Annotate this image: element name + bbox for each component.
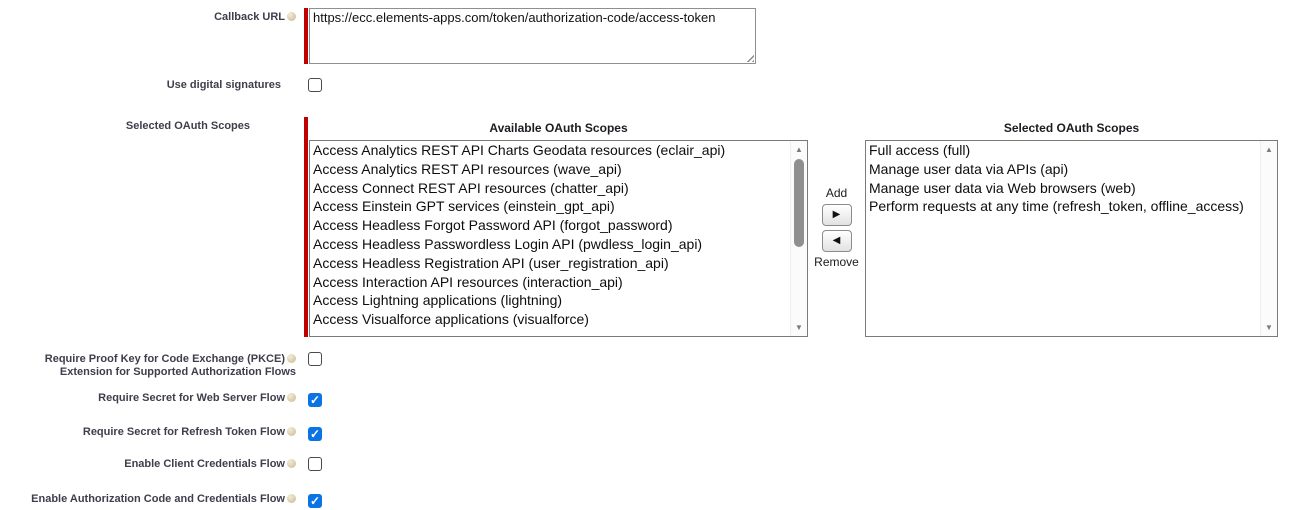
available-scopes-column (309, 117, 808, 337)
add-remove-column (808, 117, 865, 337)
oauth-settings-form (0, 8, 1292, 508)
arrow-left-icon: ◀ (832, 235, 841, 246)
digital-signatures-row (0, 76, 1292, 97)
auth-code-credentials-flow-row (0, 490, 1292, 510)
refresh-token-flow-field (296, 423, 322, 443)
callback-url-input[interactable] (309, 8, 756, 64)
web-server-flow-row (0, 389, 1292, 409)
oauth-scope-option[interactable]: Perform requests at any time (refresh_token, offline_access) (869, 198, 1244, 215)
digital-signatures-checkbox[interactable] (308, 78, 322, 92)
digital-signatures-field (296, 76, 322, 97)
check-icon: ✓ (309, 427, 321, 441)
selected-scopes-column (865, 117, 1278, 337)
arrow-right-icon: ▶ (832, 209, 841, 220)
digital-signatures-label: Use digital signatures (166, 79, 281, 91)
oauth-scopes-duallist (309, 117, 1278, 337)
callback-url-label: Callback URL (0, 8, 296, 64)
add-label: Add (825, 186, 848, 200)
oauth-scope-option[interactable]: Access Headless Registration API (user_registration_api) (313, 254, 669, 271)
oauth-scope-option[interactable]: Access Analytics REST API Charts Geodata resources (eclair_api) (313, 142, 726, 158)
oauth-scope-option[interactable]: Access Interaction API resources (interaction_api) (313, 273, 623, 290)
refresh-token-flow-row (0, 423, 1292, 443)
scroll-up-icon[interactable]: ▲ (1265, 145, 1273, 154)
scroll-down-icon[interactable]: ▼ (795, 323, 803, 332)
client-credentials-flow-checkbox[interactable] (308, 457, 322, 471)
web-server-flow-checkbox[interactable] (308, 393, 322, 407)
auth-code-credentials-flow-field (296, 490, 322, 510)
scrollbar-thumb[interactable] (794, 159, 804, 247)
auth-code-credentials-flow-checkbox[interactable] (308, 494, 322, 508)
oauth-scopes-row (0, 117, 1292, 337)
web-server-flow-field (296, 389, 322, 409)
help-icon[interactable] (287, 494, 296, 503)
refresh-token-flow-checkbox[interactable] (308, 427, 322, 441)
oauth-scope-option[interactable]: Access Headless Passwordless Login API (pwdless_login_api) (313, 235, 703, 252)
oauth-scope-option[interactable]: Full access (full) (869, 142, 971, 158)
oauth-scope-option[interactable]: Access Visualforce applications (visualforce) (313, 311, 589, 328)
refresh-token-flow-label: Require Secret for Refresh Token Flow (0, 423, 296, 443)
oauth-scope-option[interactable]: Access Analytics REST API resources (wave_api) (313, 160, 622, 177)
available-scopes-header: Available OAuth Scopes (489, 121, 628, 135)
pkce-field (296, 350, 322, 379)
help-icon[interactable] (287, 354, 296, 363)
remove-scope-button[interactable] (822, 230, 852, 252)
client-credentials-flow-label: Enable Client Credentials Flow (0, 455, 296, 476)
scroll-down-icon[interactable]: ▼ (1265, 323, 1273, 332)
web-server-flow-label: Require Secret for Web Server Flow (0, 389, 296, 409)
pkce-row (0, 350, 1292, 379)
oauth-scope-option[interactable]: Access Einstein GPT services (einstein_gpt_api) (313, 198, 615, 215)
oauth-scope-option[interactable]: Access Headless Forgot Password API (forgot_password) (313, 217, 673, 234)
add-scope-button[interactable] (822, 204, 852, 226)
oauth-scope-option[interactable]: Access Lightning applications (lightning) (313, 292, 563, 309)
check-icon: ✓ (309, 494, 321, 508)
oauth-scope-option[interactable]: Manage user data via APIs (api) (869, 160, 1069, 177)
help-icon[interactable] (287, 459, 296, 468)
callback-url-field-wrap (309, 8, 756, 64)
check-icon: ✓ (309, 393, 321, 407)
auth-code-credentials-flow-label: Enable Authorization Code and Credentials Flow (0, 490, 296, 510)
help-icon[interactable] (287, 393, 296, 402)
help-icon[interactable] (287, 427, 296, 436)
remove-label: Remove (814, 255, 859, 269)
oauth-scope-option[interactable]: Manage user data via Web browsers (web) (869, 179, 1136, 196)
client-credentials-flow-field (296, 455, 322, 476)
oauth-scopes-label: Selected OAuth Scopes (125, 120, 250, 132)
callback-url-row (0, 8, 1292, 64)
available-scopes-listbox[interactable] (309, 140, 808, 337)
pkce-label: Require Proof Key for Code Exchange (PKCE) Extension for Supported Authorization Flows (44, 353, 296, 378)
pkce-checkbox[interactable] (308, 352, 322, 366)
required-field-bar (304, 117, 308, 337)
scrollbar[interactable] (790, 141, 807, 336)
help-icon[interactable] (287, 12, 296, 21)
client-credentials-flow-row (0, 455, 1292, 476)
oauth-scope-option[interactable]: Access Connect REST API resources (chatter_api) (313, 179, 629, 196)
selected-scopes-listbox[interactable] (865, 140, 1278, 337)
scroll-up-icon[interactable]: ▲ (795, 145, 803, 154)
selected-scopes-header: Selected OAuth Scopes (1003, 121, 1140, 135)
required-field-bar (304, 8, 308, 64)
scrollbar[interactable] (1260, 141, 1277, 336)
